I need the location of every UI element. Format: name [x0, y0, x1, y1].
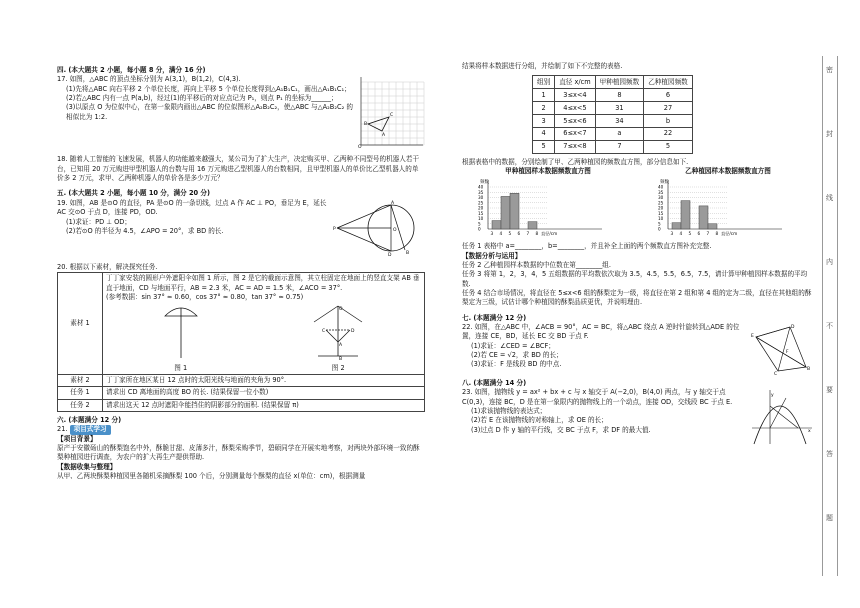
q18-text: 18. 随着人工智能的飞速发展，机器人的功能越来越强大，某公司为了扩大生产，决定购买甲、乙两种不同型号的机器人若干台，已知用 20 万元购进甲型机器人的台数与用 16 万元购进乙型机器人的台数相同，且甲型机器人的单价比乙型机器人的单价多 2 万元，求甲、乙两种机器人的单价各是多少万元？	[57, 155, 420, 183]
y-tick-label: 5	[478, 221, 481, 227]
umbrella-figure-1	[161, 302, 201, 360]
y-tick-label: 40	[478, 184, 484, 190]
histogram-bar	[681, 200, 690, 228]
table-cell: 5	[644, 141, 693, 154]
table-cell: 34	[595, 115, 644, 128]
data-collection-text: 从甲、乙两块酥梨种植园里各随机采摘酥梨 100 个后，分别测量每个酥梨的直径 x(单位：cm)，根据测量	[57, 472, 366, 481]
margin-char: 密	[826, 66, 833, 74]
q19-stem: 19. 如图，AB 是⊙O 的直径，PA 是⊙O 的一条切线，过点 A 作 AC ⊥ PO，垂足为 E，延长 AC 交⊙O 于点 D，连接 PD，OD.	[57, 198, 327, 217]
svg-text:D: D	[351, 329, 355, 335]
histogram-jia-title: 甲种植园样本数据频数直方图	[505, 167, 591, 176]
task2-label: 任务 2	[58, 399, 103, 411]
q19-part1: (1)求证：PD ⊥ OD；	[66, 217, 131, 226]
table-cell: 3≤x<4	[555, 89, 595, 102]
svg-text:B: B	[339, 357, 343, 361]
svg-text:B: B	[406, 250, 410, 256]
histogram-bar	[672, 222, 681, 228]
y-tick-label: 20	[478, 205, 484, 211]
section-8-heading: 八. (本题满分 14 分)	[462, 379, 527, 388]
svg-text:F: F	[786, 350, 789, 356]
svg-text:B: B	[807, 367, 811, 373]
table-header-cell: 甲种植园频数	[595, 76, 644, 89]
material1-label: 素材 1	[58, 273, 103, 375]
svg-text:A: A	[339, 343, 343, 349]
y-tick-label: 5	[658, 221, 661, 227]
q22-part1: (1)求证：∠CED = ∠BCF；	[471, 341, 555, 350]
seal-line-margin	[822, 56, 838, 576]
y-axis-label: 频数	[480, 179, 489, 185]
histogram-bar	[528, 221, 537, 228]
histogram-yi-title: 乙种植园样本数据频数直方图	[685, 167, 771, 176]
svg-text:A: A	[391, 200, 395, 206]
y-tick-label: 25	[478, 200, 484, 206]
y-tick-label: 25	[658, 200, 664, 206]
x-tick-label: 5	[688, 230, 692, 236]
analysis-heading: 【数据分析与运用】	[462, 251, 522, 260]
histogram-jia-plot	[462, 177, 634, 239]
svg-text:O: O	[339, 307, 343, 313]
histogram-yi-plot	[642, 177, 814, 239]
y-tick-label: 30	[478, 194, 484, 200]
q22-part2: (2)若 CE = √2，求 BD 的长；	[471, 351, 563, 360]
table-header-cell: 直径 x/cm	[555, 76, 595, 89]
q22-rotation-figure	[750, 323, 814, 375]
y-axis-label: 频数	[660, 179, 669, 185]
material1-reference: (参考数据：sin 37° ≈ 0.60，cos 37° ≈ 0.80，tan 37° ≈ 0.75)	[106, 292, 304, 301]
table-cell: a	[595, 128, 644, 141]
table-cell: 8	[595, 89, 644, 102]
y-tick-label: 35	[478, 189, 484, 195]
svg-text:A: A	[382, 133, 386, 139]
right-column	[462, 62, 814, 446]
task3-question: 任务 3 将第 1，2，3，4，5 五组数据的平均数依次取为 3.5，4.5，5.5，6.5，7.5，请计算甲种植园样本数据的平均数.	[462, 270, 808, 288]
material1-text: 丁丁家安装的圆形户外遮阳伞如图 1 所示，图 2 是它的截面示意图，其立柱固定在地面上的竖直支架 AB 垂直于地面，CD 与地面平行，AB = 2.3 米，AC = AD = 1.5 米，∠ACO = 37°.	[106, 274, 420, 292]
task2-question: 任务 2 乙种植园样本数据的中位数在第________组.	[462, 260, 611, 269]
y-tick-label: 15	[478, 210, 484, 216]
margin-char: 题	[826, 514, 833, 522]
margin-char: 答	[826, 450, 833, 458]
svg-text:C: C	[390, 113, 394, 119]
histogram-bar	[510, 193, 519, 229]
table-cell: 2	[533, 102, 555, 115]
y-tick-label: 0	[658, 226, 661, 232]
x-axis-label: 直径/cm	[541, 230, 558, 236]
table-cell: 1	[533, 89, 555, 102]
y-tick-label: 10	[478, 215, 484, 221]
task4-question: 任务 4 结合市场情况，将直径在 5≤x<6 组的酥梨定为一级，将直径在第 2 组和第 4 组的定为二级，直径在其他组的酥梨定为三级，试估计哪个种植园的酥梨品质更优，并说明理由.	[462, 288, 812, 307]
svg-text:D: D	[791, 325, 795, 331]
x-axis-label: 直径/cm	[721, 230, 738, 236]
margin-char: 线	[826, 194, 833, 202]
q21-heading	[57, 425, 425, 434]
table-cell: 6≤x<7	[555, 128, 595, 141]
histogram-bar	[492, 220, 501, 228]
x-tick-label: 6	[517, 230, 521, 236]
x-tick-label: 7	[526, 230, 530, 236]
svg-text:O: O	[393, 227, 397, 233]
table-row	[533, 89, 693, 102]
task1-label: 任务 1	[58, 387, 103, 399]
table-cell: 22	[644, 128, 693, 141]
figure-2-caption: 图 2	[331, 363, 345, 372]
table-cell: 5	[533, 141, 555, 154]
q23-block	[462, 388, 814, 446]
histogram-yi	[642, 167, 814, 242]
table-header-cell: 乙种植园频数	[644, 76, 693, 89]
y-tick-label: 30	[658, 194, 664, 200]
project-learning-tag: 项目式学习	[70, 425, 111, 434]
section-4-heading: 四. (本大题共 2 小题，每小题 8 分，满分 16 分)	[57, 66, 206, 74]
histogram-jia	[462, 167, 634, 242]
q23-part2: (2)若 E 在该抛物线的对称轴上，求 OE 的长；	[471, 416, 608, 425]
q23-part1: (1)求该抛物线的表达式；	[471, 407, 547, 416]
table-cell: 5≤x<6	[555, 115, 595, 128]
svg-text:B: B	[364, 122, 368, 128]
y-tick-label: 0	[478, 226, 481, 232]
table-cell: 6	[644, 89, 693, 102]
frequency-table	[532, 75, 693, 154]
x-tick-label: 6	[697, 230, 701, 236]
table-cell: b	[644, 115, 693, 128]
table-row	[533, 115, 693, 128]
x-tick-label: 5	[508, 230, 512, 236]
task1-text: 请求出 CD 离地面的高度 BO 的长. (结果保留一位小数)	[103, 387, 425, 399]
y-tick-label: 35	[658, 189, 664, 195]
x-tick-label: 7	[706, 230, 710, 236]
q22-stem: 22. 如图，在△ABC 中，∠ACB = 90°，AC = BC，将△ABC 绕点 A 逆时针旋转到△ADE 的位置，连接 CE，BD，延长 EC 交 BD 于点 F.	[462, 323, 740, 341]
background-heading: 【项目背景】	[57, 434, 97, 443]
y-tick-label: 15	[658, 210, 664, 216]
x-tick-label: 3	[670, 230, 674, 236]
q22-block	[462, 323, 814, 375]
svg-text:E: E	[751, 334, 754, 340]
material2-text: 丁丁家所在地区某日 12 点时的太阳光线与地面的夹角为 90°.	[103, 374, 425, 386]
figure-1-caption: 图 1	[174, 363, 188, 372]
x-tick-label: 8	[715, 230, 719, 236]
section-5-heading: 五. (本大题共 2 小题，每小题 10 分，满分 20 分)	[57, 189, 211, 198]
table-cell: 7	[595, 141, 644, 154]
q23-part3: (3)过点 D 作 y 轴的平行线，交 BC 于点 F，求 DF 的最大值.	[471, 425, 651, 434]
table-row	[533, 141, 693, 154]
q19-circle-figure	[333, 199, 425, 257]
q23-stem: 23. 如图，抛物线 y = ax² + bx + c 与 x 轴交于 A(−2,0)，B(4,0) 两点，与 y 轴交于点 C(0,3)，连接 BC，D 是在第一象限内的抛物线上的一个动点，连接 OD，交线段 BC 于点 E.	[462, 388, 733, 406]
svg-text:D: D	[388, 252, 392, 257]
table-cell: 27	[644, 102, 693, 115]
q17-grid-figure	[357, 75, 425, 149]
section-6-heading: 六. (本题满分 12 分)	[57, 416, 122, 425]
svg-text:C: C	[322, 329, 326, 335]
frequency-table-header	[533, 76, 693, 89]
histogram-bar	[699, 206, 708, 229]
q20-stem: 20. 根据以下素材，解决探究任务.	[57, 262, 158, 271]
q17-part1: (1)先将△ABC 向右平移 2 个单位长度，再向上平移 5 个单位长度得到△A₁B₁C₁，画出△A₁B₁C₁；	[66, 84, 351, 93]
margin-char: 要	[826, 386, 833, 394]
svg-text:x: x	[808, 429, 811, 435]
left-column	[57, 62, 425, 482]
q17-part3: (3)以原点 O 为位似中心，在第一象限内画出△ABC 的位似图形△A₂B₂C₂，使△ABC 与△A₂B₂C₂ 的相似比为 1:2.	[66, 103, 353, 121]
svg-text:P: P	[333, 226, 336, 232]
table-cell: 4	[533, 128, 555, 141]
histogram-bar	[501, 196, 510, 229]
q17-stem: 17. 如图，△ABC 的顶点坐标分别为 A(3,1)，B(1,2)，C(4,3).	[57, 75, 241, 84]
svg-text:y: y	[771, 393, 774, 399]
table-row	[533, 128, 693, 141]
table-header-cell: 组别	[533, 76, 555, 89]
histogram-bar	[708, 224, 717, 229]
task1-question: 任务 1 表格中 a=________，b=________，并且补全上面的两个频数直方图补充完整.	[462, 242, 712, 251]
x-tick-label: 3	[490, 230, 494, 236]
q19-block	[57, 199, 425, 257]
data-collection-heading: 【数据收集与整理】	[57, 462, 117, 471]
margin-char: 不	[826, 322, 833, 330]
y-tick-label: 20	[658, 205, 664, 211]
x-tick-label: 4	[499, 230, 503, 236]
x-tick-label: 4	[679, 230, 683, 236]
x-tick-label: 8	[535, 230, 539, 236]
chart-intro: 根据表格中的数据，分别绘制了甲、乙两种植园的频数直方图，部分信息如下.	[462, 158, 689, 167]
y-tick-label: 40	[658, 184, 664, 190]
table-intro: 结果将样本数据进行分组，并绘制了如下不完整的表格.	[462, 62, 623, 70]
q22-part3: (3)求证：F 是线段 BD 的中点.	[471, 360, 562, 369]
svg-text:C: C	[774, 372, 778, 376]
y-tick-label: 10	[658, 215, 664, 221]
q17-block	[57, 75, 425, 149]
svg-text:O: O	[358, 145, 362, 150]
q23-parabola-figure	[750, 388, 814, 446]
table-cell: 7≤x<8	[555, 141, 595, 154]
background-text: 原产于安徽砀山的酥梨饱名中外，酥脆甘甜、皮薄多汁，酥梨采购季节，碧硕同学在开展实地考察，对两块外部环境一致的酥梨种植园进行调查，为农户的扩大再生产提供帮助.	[57, 444, 420, 462]
material2-label: 素材 2	[58, 374, 103, 386]
materials-table	[57, 272, 425, 412]
table-cell: 3	[533, 115, 555, 128]
histograms	[462, 167, 814, 242]
task2-text: 请求出这天 12 点时遮阳伞能挡住的阴影部分的面积. (结果保留 π)	[103, 399, 425, 411]
section-7-heading: 七. (本题满分 12 分)	[462, 313, 527, 322]
table-cell: 4≤x<5	[555, 102, 595, 115]
table-cell: 31	[595, 102, 644, 115]
umbrella-figure-2	[310, 302, 366, 360]
margin-char: 封	[826, 130, 833, 138]
q21-number: 21.	[57, 425, 68, 434]
q17-part2: (2)若△ABC 内有一点 P(a,b)，经过(1)的平移后的对应点记为 P₁，则点 P₁ 的坐标为______；	[66, 94, 338, 103]
table-row	[533, 102, 693, 115]
margin-char: 内	[826, 258, 833, 266]
q19-part2: (2)若⊙O 的半径为 4.5，∠APO = 20°，求 BD 的长.	[66, 226, 224, 235]
